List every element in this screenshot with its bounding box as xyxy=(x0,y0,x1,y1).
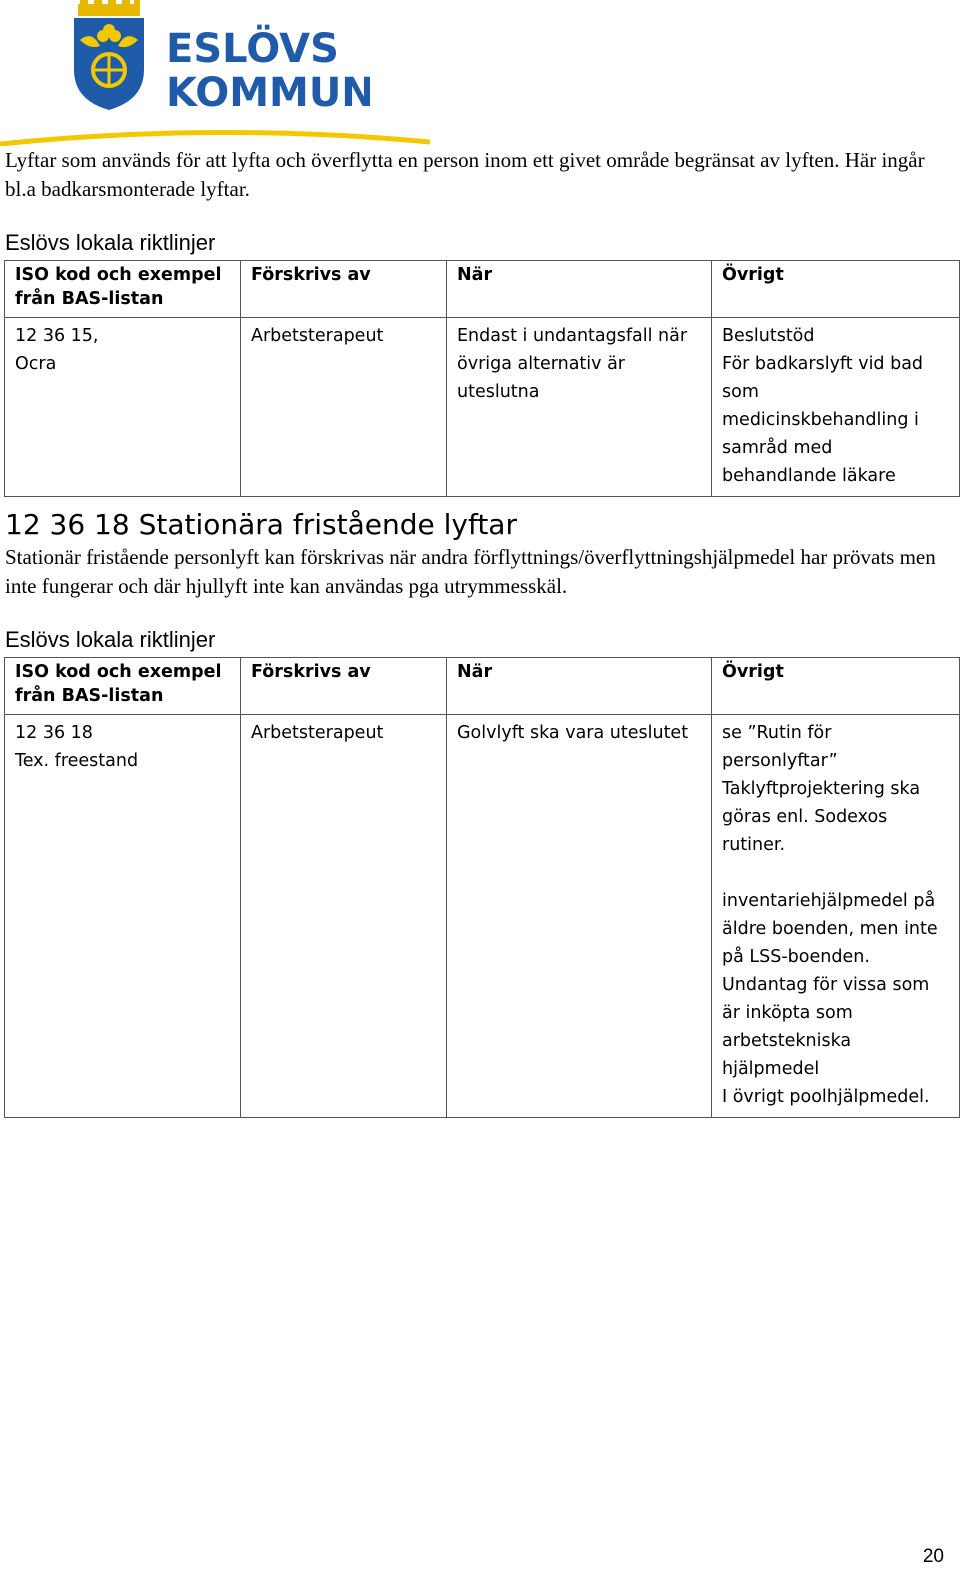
section2-heading: 12 36 18 Stationära fristående lyftar xyxy=(5,508,517,541)
cell-ovrigt xyxy=(712,715,960,1118)
cell-nar: Endast i undantagsfall när övriga alternativ är uteslutna xyxy=(447,318,712,497)
guideline-table-2 xyxy=(4,657,960,1118)
table-header-row xyxy=(5,658,960,715)
header-ovrigt: Övrigt xyxy=(712,658,960,715)
intro-paragraph: Lyftar som används för att lyfta och överflytta en person inom ett givet område begränsat av lyften. Här ingår bl.a badkarsmonterade lyftar. xyxy=(5,148,925,201)
iso-example: Tex. freestand xyxy=(15,751,139,771)
section1-label: Eslövs lokala riktlinjer xyxy=(5,230,216,255)
iso-code: 12 36 18 xyxy=(15,723,93,743)
logo-text-kommun: KOMMUN xyxy=(166,70,370,115)
header-nar: När xyxy=(447,261,712,318)
logo-text-eslovs: ESLÖVS xyxy=(166,26,339,72)
header-ovrigt: Övrigt xyxy=(712,261,960,318)
ovrigt-paragraph-2: inventariehjälpmedel på äldre boenden, men inte på LSS-boenden. Undantag för vissa som är inköpta som arbetstekniska hjälpmedel xyxy=(722,891,938,1079)
spacer xyxy=(722,859,949,887)
header-nar: När xyxy=(447,658,712,715)
cell-iso xyxy=(5,318,241,497)
ovrigt-paragraph-1: se ”Rutin för personlyftar” Taklyftprojektering ska göras enl. Sodexos rutiner. xyxy=(722,723,921,855)
ovrigt-paragraph-3: I övrigt poolhjälpmedel. xyxy=(722,1087,930,1107)
cell-ovrigt xyxy=(712,318,960,497)
table-row xyxy=(5,715,960,1118)
cell-forskrivs: Arbetsterapeut xyxy=(241,318,447,497)
coat-of-arms-icon xyxy=(70,0,370,115)
cell-iso xyxy=(5,715,241,1118)
header-iso: ISO kod och exempel från BAS-listan xyxy=(5,261,241,318)
iso-code: 12 36 15, xyxy=(15,326,99,346)
page-number: 20 xyxy=(922,1546,944,1567)
ovrigt-line-2: För badkarslyft vid bad som medicinskbehandling i samråd med behandlande läkare xyxy=(722,354,924,486)
cell-forskrivs: Arbetsterapeut xyxy=(241,715,447,1118)
iso-example: Ocra xyxy=(15,354,57,374)
header-swoosh xyxy=(0,128,430,146)
eslovs-kommun-logo xyxy=(70,0,370,115)
guideline-table-1 xyxy=(4,260,960,497)
header-iso: ISO kod och exempel från BAS-listan xyxy=(5,658,241,715)
table-header-row xyxy=(5,261,960,318)
section2-label: Eslövs lokala riktlinjer xyxy=(5,627,216,652)
header-forskrivs: Förskrivs av xyxy=(241,261,447,318)
section2-paragraph: Stationär fristående personlyft kan förskrivas när andra förflyttnings/överflyttningshjälpmedel har prövats men inte fungerar och där hjullyft inte kan användas pga utrymmesskäl. xyxy=(5,545,936,598)
header-forskrivs: Förskrivs av xyxy=(241,658,447,715)
ovrigt-line-1: Beslutstöd xyxy=(722,326,815,346)
cell-nar: Golvlyft ska vara uteslutet xyxy=(447,715,712,1118)
table-row xyxy=(5,318,960,497)
